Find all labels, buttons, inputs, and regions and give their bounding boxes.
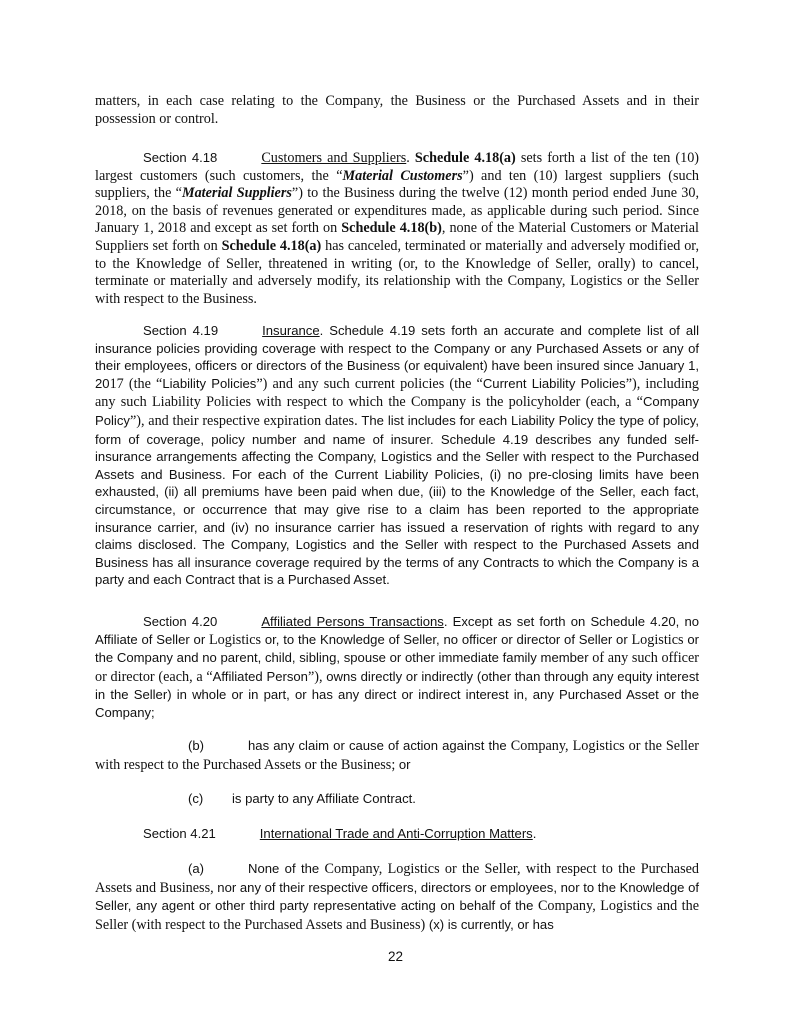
defined-term: Affiliated Person [212, 668, 308, 684]
section-number: Section 4.21 [143, 826, 216, 841]
schedule-reference: Schedule 4.18(a) [221, 237, 322, 254]
clause-label: (b) [188, 738, 205, 753]
clause-label: (a) [188, 861, 205, 876]
clause-b: (b) has any claim or cause of action against the Company, Logistics or the Seller with respect to the Purchased Assets or the Business; or [95, 738, 699, 773]
defined-term: Material Customers [342, 167, 463, 184]
section-4-18: Section 4.18 Customers and Suppliers. Schedule 4.18(a) sets forth a list of the ten (10) largest customers (such customers, the “Material Customers”) and ten (10) largest suppliers (such suppliers, the “Material Suppliers”) to the Business during the twelve (12) month period ended June 30, 2018, on the basis of revenues generated or expenditures made, as applicable during such period. Since January 1, 2018 and except as set forth on Schedule 4.18(b), none of the Material Customers or Material Suppliers set forth on Schedule 4.18(a) has canceled, terminated or materially and adversely modified or, to the Knowledge of Seller, threatened in writing (or, to the Knowledge of Seller, orally) to cancel, terminate or materially and adversely modify, its relationship with the Company, Logistics or the Seller with respect to the Business. [95, 150, 700, 307]
section-4-19: Section 4.19 Insurance. Schedule 4.19 sets forth an accurate and complete list of all insurance policies providing coverage with respect to the Company or any Purchased Assets or any of their employees, officers or directors of the Business (or equivalent) have been insured since January 1, 2017 (the “Liability Policies”) and any such current policies (the “Current Liability Policies”), including any such Liability Policies with respect to which the Company is the policyholder (each, a “Company Policy”), and their respective expiration dates. The list includes for each Liability Policy the type of policy, form of coverage, policy number and name of insurer. Schedule 4.19 describes any funded self-insurance arrangements affecting the Company, Logistics and the Seller with respect to the Purchased Assets and Business. For each of the Current Liability Policies, (i) no pre-closing limits have been exhausted, (ii) all premiums have been paid when due, (iii) to the Knowledge of the Seller, each fact, circumstance, or occurrence that may give rise to a claim has been reported to the appropriate insurance carrier, and (iv) no insurance carrier has issued a reservation of rights with regard to any claims disclosed. The Company, Logistics and the Seller with respect to the Purchased Assets and Business has all insurance coverage required by the terms of any Contracts to which the Company is a party and each Contract that is a Purchased Asset. [95, 323, 700, 588]
section-4-21: Section 4.21 International Trade and Anti-Corruption Matters. [143, 826, 537, 841]
section-heading: Affiliated Persons Transactions [261, 614, 444, 629]
schedule-reference: Schedule 4.18(b) [341, 220, 442, 237]
section-4-20: Section 4.20 Affiliated Persons Transactions. Except as set forth on Schedule 4.20, no Affiliate of Seller or Logistics or, to the Knowledge of Seller, no officer or director of Seller or Logistics or the Company and no parent, child, sibling, spouse or other immediate family member of any such officer or director (each, a “Affiliated Person”), owns directly or indirectly (other than through any equity interest in the Seller) in whole or in part, or has any direct or indirect interest in, any Purchased Asset or the Company; [95, 614, 700, 720]
clause-c: (c) is party to any Affiliate Contract. [188, 791, 416, 806]
section-number: Section 4.18 [143, 150, 218, 165]
defined-term: Company Policy [95, 394, 699, 428]
paragraph-text: matters, in each case relating to the Company, the Business or the Purchased Assets and in their possession or control. [95, 93, 699, 127]
schedule-reference: Schedule 4.18(a) [414, 150, 516, 166]
section-heading: International Trade and Anti-Corruption Matters [259, 826, 533, 841]
section-heading: Insurance [262, 323, 320, 338]
defined-term: Material Suppliers [181, 185, 292, 202]
paragraph-continuation [95, 93, 699, 128]
page-number: 22 [387, 949, 404, 964]
section-number: Section 4.20 [143, 614, 218, 629]
section-heading: Customers and Suppliers [261, 150, 407, 166]
clause-a: (a) None of the Company, Logistics or the Seller, with respect to the Purchased Assets and Business, nor any of their respective officers, directors or employees, nor to the Knowledge of Seller, any agent or other third party representative acting on behalf of the Company, Logistics and the Seller (with respect to the Purchased Assets and Business) (x) is currently, or has [95, 861, 700, 933]
section-number: Section 4.19 [143, 323, 219, 338]
defined-term: Liability Policies [162, 375, 257, 391]
defined-term: Current Liability Policies [482, 375, 626, 391]
clause-label: (c) [188, 791, 204, 806]
